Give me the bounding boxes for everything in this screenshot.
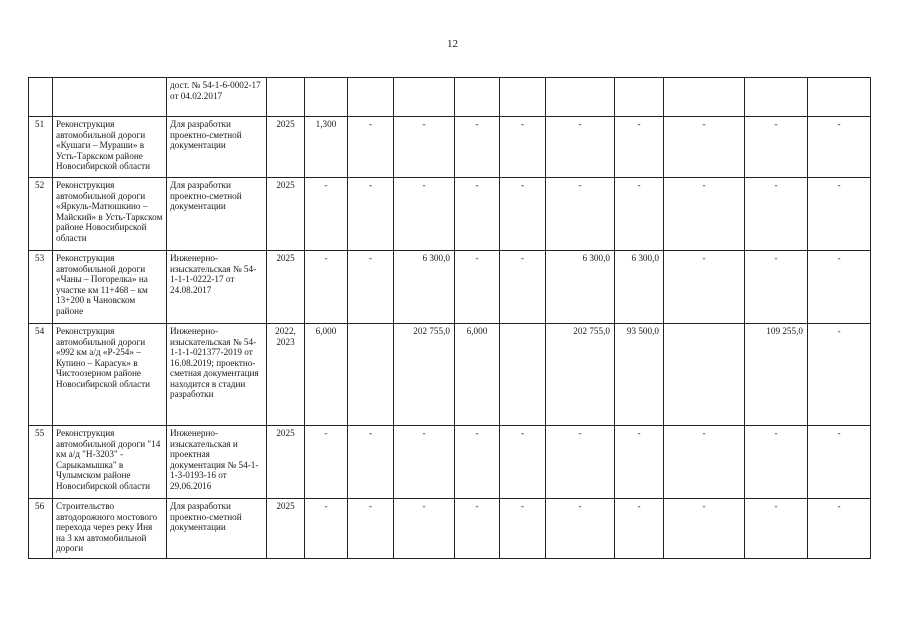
object-name-cell: Строительство автодорожного мостового перехода через реку Иня на 3 км автомобильной дороги: [53, 499, 167, 559]
value-cell: -: [455, 426, 500, 499]
value-cell: -: [394, 117, 455, 178]
doc-cell: дост. № 54-1-6-0002-17 от 04.02.2017: [167, 78, 267, 117]
year-cell: 2025: [267, 117, 305, 178]
value-cell: -: [546, 426, 615, 499]
documentation-cell: Инженерно-изыскательская № 54-1-1-1-0222-17 от 24.08.2017: [167, 251, 267, 324]
row-number-cell: 53: [29, 251, 53, 324]
value-cell: 202 755,0: [394, 324, 455, 426]
value-cell: -: [305, 178, 348, 251]
value-cell: -: [394, 178, 455, 251]
value-cell: -: [500, 178, 546, 251]
row-number-cell: 54: [29, 324, 53, 426]
value-cell: -: [745, 178, 808, 251]
value-cell: -: [745, 117, 808, 178]
value-cell: -: [500, 117, 546, 178]
value-cell: -: [664, 426, 745, 499]
page-number: 12: [447, 38, 458, 50]
value-cell: 1,300: [305, 117, 348, 178]
row-number-cell: 52: [29, 178, 53, 251]
value-cell: -: [615, 178, 664, 251]
year-cell: 2022, 2023: [267, 324, 305, 426]
value-cell: [664, 324, 745, 426]
row-number-cell: 55: [29, 426, 53, 499]
value-cell: -: [348, 499, 394, 559]
object-name-cell: Реконструкция автомобильной дороги «992 км а/д «Р-254» – Купино – Карасук» в Чистоозерном районе Новосибирской области: [53, 324, 167, 426]
value-cell: -: [500, 426, 546, 499]
documentation-cell: Для разработки проектно-сметной документации: [167, 499, 267, 559]
value-cell: [500, 324, 546, 426]
value-cell: -: [455, 178, 500, 251]
value-cell: 6 300,0: [394, 251, 455, 324]
value-cell: -: [745, 426, 808, 499]
value-cell: -: [546, 499, 615, 559]
value-cell: -: [808, 324, 871, 426]
year-cell: 2025: [267, 426, 305, 499]
value-cell: -: [500, 251, 546, 324]
documentation-cell: Инженерно-изыскательская и проектная документация № 54-1-1-3-0193-16 от 29.06.2016: [167, 426, 267, 499]
value-cell: -: [745, 499, 808, 559]
value-cell: [348, 324, 394, 426]
table-row: [29, 426, 871, 499]
table-row: [29, 178, 871, 251]
value-cell: 6 300,0: [546, 251, 615, 324]
value-cell: -: [455, 499, 500, 559]
object-name-cell: Реконструкция автомобильной дороги «Кушаги – Мураши» в Усть-Таркском районе Новосибирской области: [53, 117, 167, 178]
projects-table: [28, 77, 871, 559]
object-name-cell: Реконструкция автомобильной дороги «Чаны – Погорелка» на участке км 11+468 – км 13+200 в Чановском районе: [53, 251, 167, 324]
table-row: [29, 499, 871, 559]
object-name-cell: Реконструкция автомобильной дороги "14 км а/д "Н-3203" - Сарыкамышка" в Чулымском районе Новосибирской области: [53, 426, 167, 499]
value-cell: -: [546, 178, 615, 251]
row-number-cell: 56: [29, 499, 53, 559]
value-cell: -: [546, 117, 615, 178]
table-row: [29, 251, 871, 324]
value-cell: -: [348, 178, 394, 251]
value-cell: -: [455, 251, 500, 324]
value-cell: -: [664, 178, 745, 251]
value-cell: -: [348, 251, 394, 324]
documentation-cell: Для разработки проектно-сметной документации: [167, 178, 267, 251]
documentation-cell: Инженерно-изыскательская № 54-1-1-1-021377-2019 от 16.08.2019; проектно-сметная документация находится в стадии разработки: [167, 324, 267, 426]
object-name-cell: Реконструкция автомобильной дороги «Яркуль-Матюшкино – Майский» в Усть-Таркском районе Новосибирской области: [53, 178, 167, 251]
value-cell: -: [500, 499, 546, 559]
value-cell: -: [305, 499, 348, 559]
value-cell: 109 255,0: [745, 324, 808, 426]
value-cell: -: [808, 178, 871, 251]
value-cell: 6,000: [305, 324, 348, 426]
value-cell: 93 500,0: [615, 324, 664, 426]
value-cell: -: [664, 117, 745, 178]
value-cell: -: [808, 251, 871, 324]
value-cell: -: [305, 426, 348, 499]
table-row: [29, 117, 871, 178]
value-cell: 202 755,0: [546, 324, 615, 426]
year-cell: 2025: [267, 178, 305, 251]
value-cell: -: [348, 117, 394, 178]
value-cell: -: [808, 117, 871, 178]
value-cell: -: [615, 426, 664, 499]
table-row: [29, 324, 871, 426]
value-cell: -: [615, 117, 664, 178]
value-cell: -: [664, 251, 745, 324]
value-cell: -: [394, 499, 455, 559]
value-cell: -: [745, 251, 808, 324]
year-cell: 2025: [267, 499, 305, 559]
value-cell: -: [615, 499, 664, 559]
value-cell: -: [808, 426, 871, 499]
value-cell: -: [664, 499, 745, 559]
value-cell: -: [348, 426, 394, 499]
value-cell: -: [305, 251, 348, 324]
value-cell: -: [455, 117, 500, 178]
value-cell: 6,000: [455, 324, 500, 426]
year-cell: 2025: [267, 251, 305, 324]
table-row-continuation: [29, 78, 871, 117]
value-cell: -: [808, 499, 871, 559]
documentation-cell: Для разработки проектно-сметной документации: [167, 117, 267, 178]
value-cell: -: [394, 426, 455, 499]
value-cell: 6 300,0: [615, 251, 664, 324]
row-number-cell: 51: [29, 117, 53, 178]
